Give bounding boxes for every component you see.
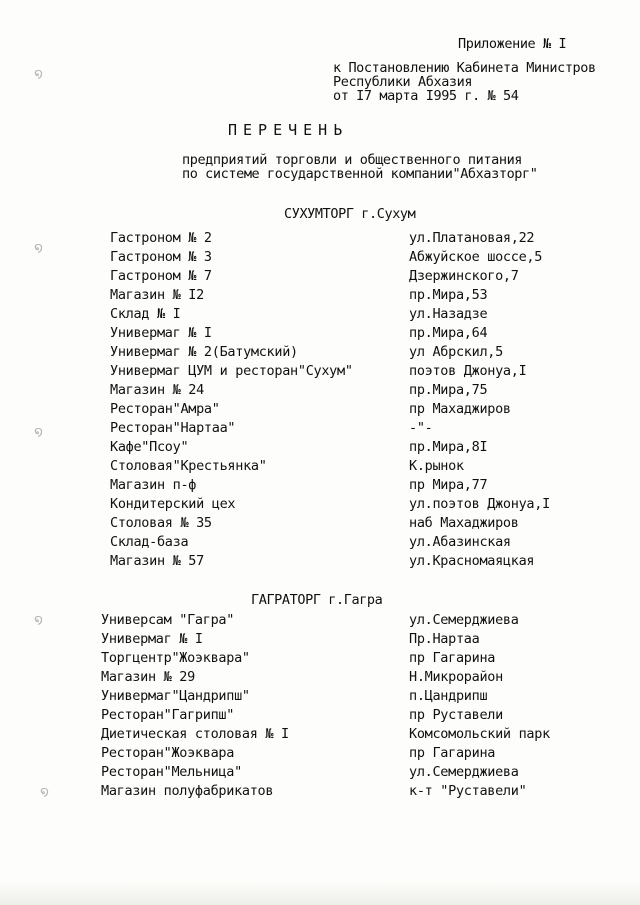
list-item: [0, 745, 640, 764]
enterprise-name: Кондитерский цех: [110, 496, 236, 512]
list-item: [0, 230, 640, 249]
enterprise-address: пр.Мира,8I: [409, 439, 488, 455]
page-edge-shadow: [0, 880, 640, 905]
enterprise-address: ул.Назадзе: [409, 306, 488, 322]
enterprise-name: Ресторан"Нартаа": [110, 420, 236, 436]
punch-mark: ໑: [34, 424, 43, 440]
list-item: [0, 325, 640, 344]
enterprise-address: пр.Мира,64: [409, 325, 488, 341]
decree-line-3: от I7 марта I995 г. № 54: [333, 88, 519, 104]
enterprise-name: Магазин № 29: [101, 669, 195, 685]
enterprise-name: Диетическая столовая № I: [101, 726, 289, 742]
enterprise-address: -"-: [409, 420, 433, 436]
list-item: [0, 344, 640, 363]
list-item: [0, 439, 640, 458]
list-item: [0, 764, 640, 783]
section-heading-gagra: ГАГРАТОРГ г.Гагра: [251, 592, 383, 608]
enterprise-address: пр Махаджиров: [409, 401, 511, 417]
enterprise-address: Дзержинского,7: [409, 268, 519, 284]
list-item: [0, 306, 640, 325]
enterprise-address: ул.Красномаяцкая: [409, 553, 535, 569]
enterprise-address: к-т "Руставели": [409, 783, 527, 799]
list-item: [0, 249, 640, 268]
enterprise-address: Н.Микрорайон: [409, 669, 503, 685]
punch-mark: ໑: [34, 240, 43, 256]
punch-mark: ໑: [34, 612, 43, 628]
enterprise-name: Ресторан"Амра": [110, 401, 220, 417]
enterprise-name: Универмаг № I: [101, 631, 203, 647]
enterprise-address: ул.Платановая,22: [409, 230, 535, 246]
decree-line-2: Республики Абхазия: [333, 74, 473, 90]
enterprise-name: Магазин п-ф: [110, 477, 197, 493]
enterprise-name: Столовая"Крестьянка": [110, 458, 267, 474]
list-item: [0, 553, 640, 572]
enterprise-address: Абжуйское шоссе,5: [409, 249, 543, 265]
enterprise-name: Кафе"Псоу": [110, 439, 189, 455]
enterprise-address: пр.Мира,75: [409, 382, 488, 398]
enterprise-name: Магазин № I2: [110, 287, 204, 303]
list-item: [0, 669, 640, 688]
appendix-label: Приложение № I: [458, 36, 567, 52]
enterprise-address: пр Гагарина: [409, 650, 496, 666]
list-item: [0, 515, 640, 534]
enterprise-name: Магазин № 24: [110, 382, 204, 398]
enterprise-name: Склад № I: [110, 306, 181, 322]
enterprise-name: Склад-база: [110, 534, 189, 550]
enterprise-name: Гастроном № 2: [110, 230, 212, 246]
list-item: [0, 631, 640, 650]
list-item: [0, 534, 640, 553]
enterprise-name: Универмаг № 2(Батумский): [110, 344, 298, 360]
enterprise-name: Столовая № 35: [110, 515, 212, 531]
enterprise-name: Ресторан"Жоэквара: [101, 745, 235, 761]
enterprise-address: пр Мира,77: [409, 477, 488, 493]
list-item: [0, 363, 640, 382]
list-item: [0, 612, 640, 631]
list-item: [0, 496, 640, 515]
list-item: [0, 707, 640, 726]
list-item: [0, 401, 640, 420]
enterprise-name: Ресторан"Мельница": [101, 764, 242, 780]
enterprise-name: Универмаг ЦУМ и ресторан"Сухум": [110, 363, 353, 379]
enterprise-address: Комсомольский парк: [409, 726, 550, 742]
list-item: [0, 726, 640, 745]
list-item: [0, 268, 640, 287]
list-item: [0, 688, 640, 707]
enterprise-address: наб Махаджиров: [409, 515, 519, 531]
list-item: [0, 382, 640, 401]
enterprise-name: Универмаг № I: [110, 325, 212, 341]
decree-line-1: к Постановлению Кабинета Министров: [333, 60, 596, 76]
enterprise-name: Торгцентр"Жоэквара": [101, 650, 250, 666]
enterprise-address: Пр.Нартаа: [409, 631, 480, 647]
enterprise-name: Гастроном № 3: [110, 249, 212, 265]
enterprise-address: ул.поэтов Джонуа,I: [409, 496, 550, 512]
enterprise-address: пр Гагарина: [409, 745, 496, 761]
enterprise-name: Магазин № 57: [110, 553, 204, 569]
enterprise-name: Магазин полуфабрикатов: [101, 783, 274, 799]
list-item: [0, 287, 640, 306]
list-item: [0, 420, 640, 439]
enterprise-address: ул.Абазинская: [409, 534, 511, 550]
enterprise-address: К.рынок: [409, 458, 464, 474]
enterprise-address: поэтов Джонуа,I: [409, 363, 527, 379]
list-item: [0, 650, 640, 669]
list-item: [0, 477, 640, 496]
enterprise-name: Гастроном № 7: [110, 268, 212, 284]
enterprise-name: Ресторан"Гагрипш": [101, 707, 235, 723]
punch-mark: ໑: [34, 66, 43, 82]
enterprise-name: Универмаг"Цандрипш": [101, 688, 250, 704]
section-heading-sukhum: СУХУМТОРГ г.Сухум: [284, 206, 416, 222]
list-item: [0, 783, 640, 802]
enterprise-name: Универсам "Гагра": [101, 612, 235, 628]
enterprise-address: ул.Семерджиева: [409, 612, 519, 628]
enterprise-address: пр.Мира,53: [409, 287, 488, 303]
subtitle-line-2: по системе государственной компании"Абхазторг": [182, 166, 538, 182]
enterprise-address: п.Цандрипш: [409, 688, 488, 704]
subtitle-line-1: предприятий торговли и общественного питания: [182, 152, 523, 168]
punch-mark: ໑: [40, 784, 49, 800]
document-title: ПЕРЕЧЕНЬ: [228, 121, 349, 139]
enterprise-address: пр Руставели: [409, 707, 503, 723]
enterprise-address: ул.Семерджиева: [409, 764, 519, 780]
list-item: [0, 458, 640, 477]
enterprise-address: ул Абрскил,5: [409, 344, 503, 360]
